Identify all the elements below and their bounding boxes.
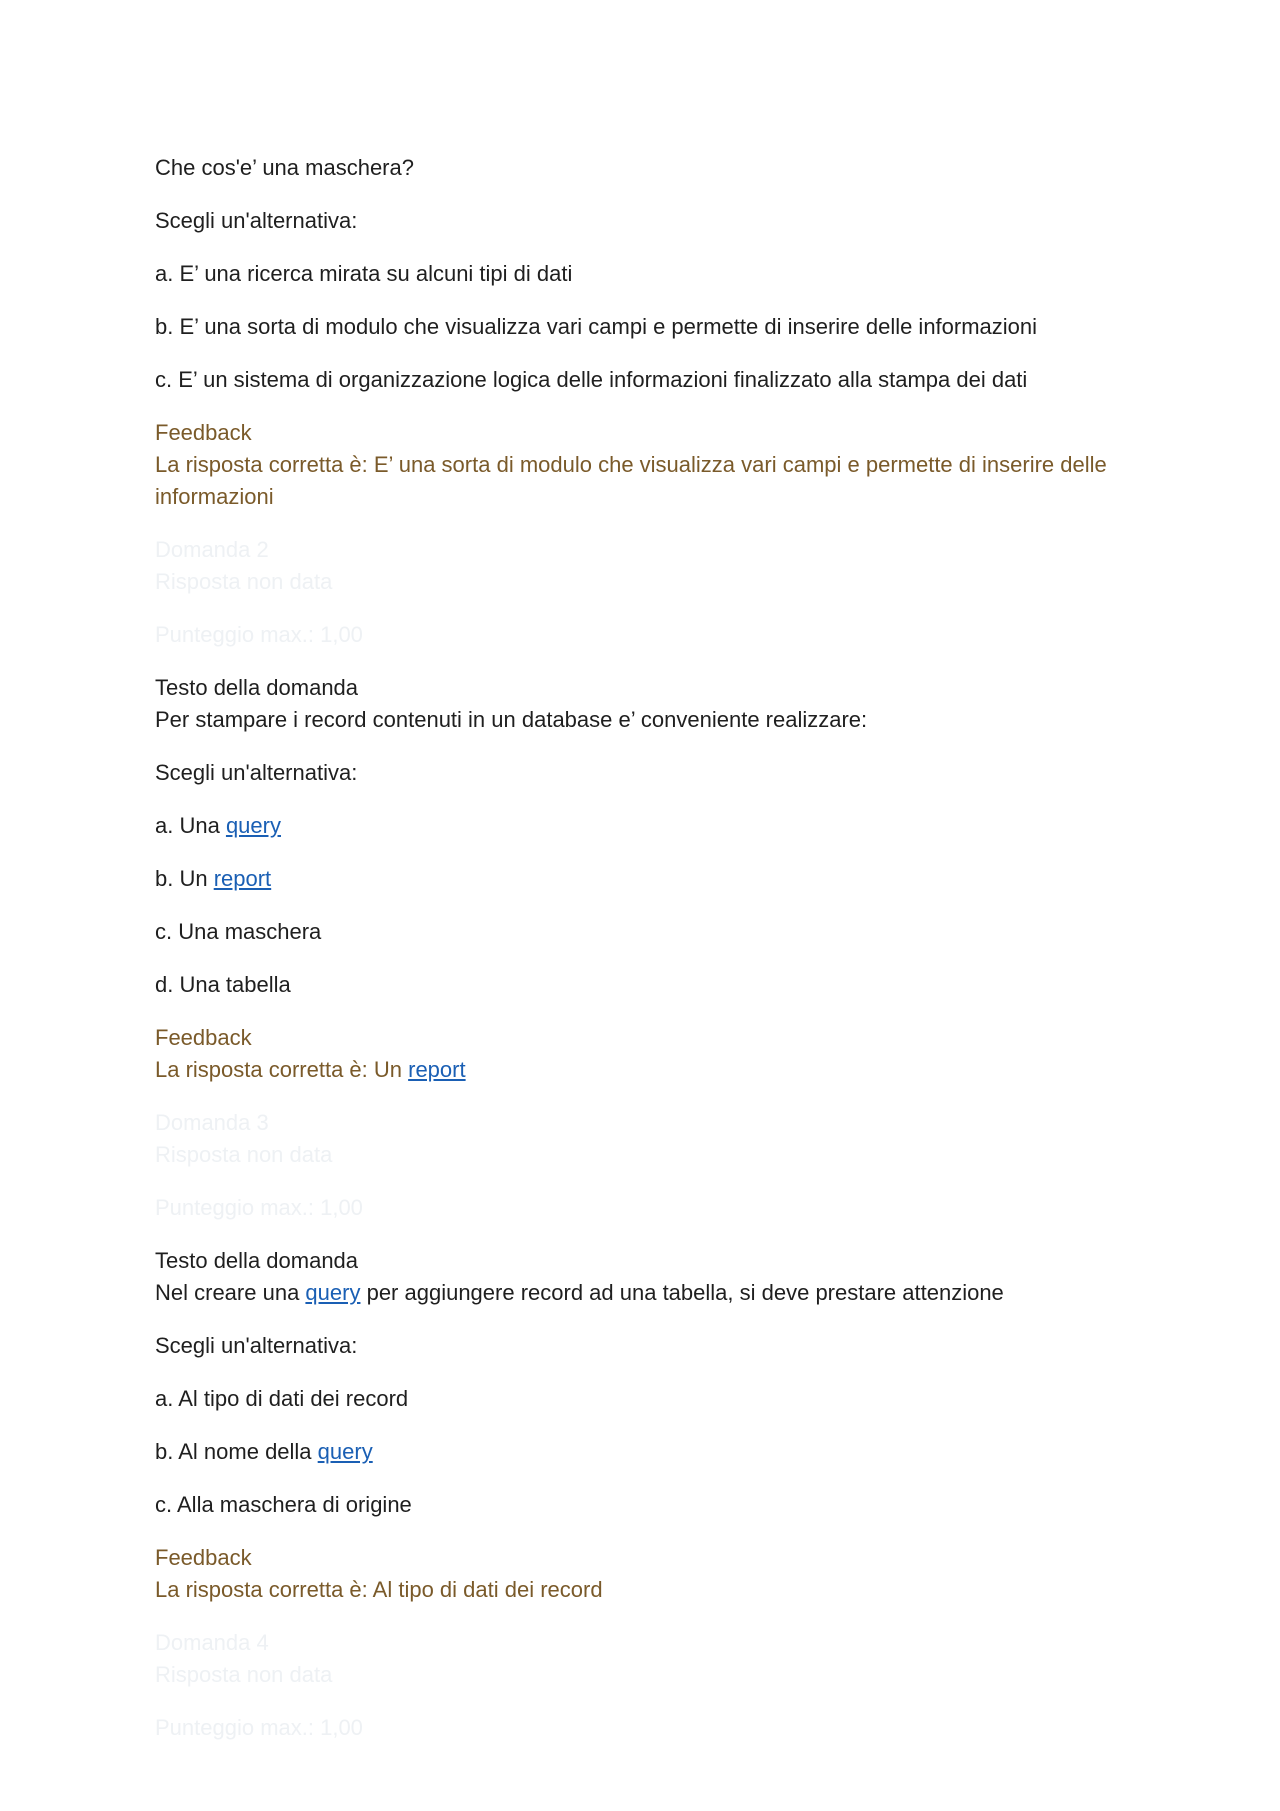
q3-status: Risposta non data — [155, 1142, 333, 1167]
q2-option-b — [155, 863, 1115, 895]
q3-question-suffix: per aggiungere record ad una tabella, si deve prestare attenzione — [360, 1280, 1004, 1305]
q2-feedback-prefix: La risposta corretta è: Un — [155, 1057, 409, 1082]
q2-score: Punteggio max.: 1,00 — [155, 622, 363, 647]
q2-header: Domanda 2 — [155, 537, 269, 562]
q2-option-b-prefix: b. Un — [155, 866, 214, 891]
q3-score: Punteggio max.: 1,00 — [155, 1195, 363, 1220]
q2-question: Per stampare i record contenuti in un database e’ conveniente realizzare: — [155, 707, 868, 732]
q1-feedback — [155, 417, 1115, 513]
q2-header-block — [155, 534, 1115, 598]
feedback-report-link[interactable]: report — [408, 1057, 466, 1082]
query-link[interactable]: query — [225, 813, 281, 838]
q2-text-block — [155, 672, 1115, 736]
q2-feedback-text — [155, 1054, 1115, 1086]
q2-feedback-title: Feedback — [155, 1025, 252, 1050]
q1-option-a: a. E’ una ricerca mirata su alcuni tipi di dati — [155, 261, 573, 286]
q3-option-c: c. Alla maschera di origine — [155, 1492, 412, 1517]
document-page — [155, 152, 1115, 1765]
query-link[interactable]: query — [305, 1280, 361, 1305]
q2-prompt: Scegli un'alternativa: — [155, 760, 358, 785]
q2-option-a — [155, 810, 1115, 842]
q3-option-b-prefix: b. Al nome della — [155, 1439, 318, 1464]
q2-feedback — [155, 1022, 1115, 1086]
report-link[interactable]: report — [213, 866, 272, 891]
q3-option-a: a. Al tipo di dati dei record — [155, 1386, 409, 1411]
q1-option-c: c. E’ un sistema di organizzazione logica delle informazioni finalizzato alla stampa dei dati — [155, 367, 1028, 392]
q2-option-c: c. Una maschera — [155, 919, 322, 944]
q3-option-b — [155, 1436, 1115, 1468]
q3-question-prefix: Nel creare una — [155, 1280, 306, 1305]
q4-score: Punteggio max.: 1,00 — [155, 1715, 363, 1740]
q1-question: Che cos'e’ una maschera? — [155, 155, 414, 180]
q3-feedback-text: La risposta corretta è: Al tipo di dati dei record — [155, 1577, 603, 1602]
q3-question — [155, 1277, 1115, 1309]
q3-prompt: Scegli un'alternativa: — [155, 1333, 358, 1358]
q2-status: Risposta non data — [155, 569, 333, 594]
q1-option-b: b. E’ una sorta di modulo che visualizza vari campi e permette di inserire delle informazioni — [155, 314, 1038, 339]
q2-option-d: d. Una tabella — [155, 972, 291, 997]
q1-prompt: Scegli un'alternativa: — [155, 208, 358, 233]
query-link[interactable]: query — [317, 1439, 373, 1464]
q3-text-block — [155, 1245, 1115, 1309]
q1-feedback-title: Feedback — [155, 420, 252, 445]
q3-header: Domanda 3 — [155, 1110, 269, 1135]
q3-text-label: Testo della domanda — [155, 1248, 359, 1273]
q3-feedback — [155, 1542, 1115, 1606]
q4-header: Domanda 4 — [155, 1630, 269, 1655]
q1-feedback-text: La risposta corretta è: E’ una sorta di modulo che visualizza vari campi e permette di inserire delle informazioni — [155, 452, 1107, 509]
q2-text-label: Testo della domanda — [155, 675, 359, 700]
q3-header-block — [155, 1107, 1115, 1171]
q4-status: Risposta non data — [155, 1662, 333, 1687]
q2-option-a-prefix: a. Una — [155, 813, 226, 838]
q3-feedback-title: Feedback — [155, 1545, 252, 1570]
q4-header-block — [155, 1627, 1115, 1691]
